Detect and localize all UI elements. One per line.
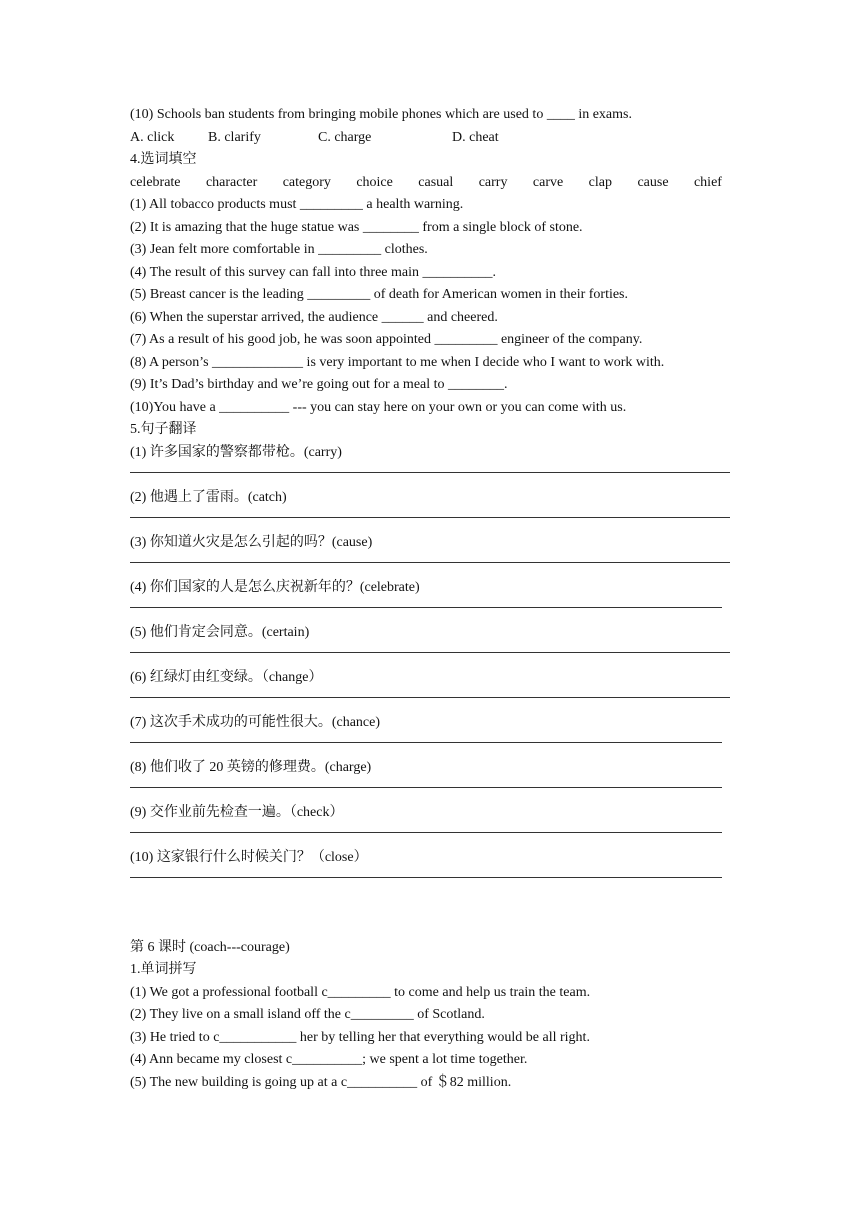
word-bank-item: category <box>282 174 331 190</box>
word-bank-item: carve <box>532 174 564 190</box>
fill-item: (3) Jean felt more comfortable in _________ clothes. <box>130 242 428 257</box>
answer-line[interactable] <box>130 554 730 577</box>
spelling-item: (4) Ann became my closest c__________; we spent a lot time together. <box>130 1052 528 1067</box>
word-bank-item: clap <box>588 174 612 190</box>
fill-item: (6) When the superstar arrived, the audience ______ and cheered. <box>130 309 498 325</box>
translation-prompt: (9) 交作业前先检查一遍。（check） <box>130 804 344 820</box>
option-b: B. clarify <box>208 129 261 145</box>
fill-item: (2) It is amazing that the huge statue was ________ from a single block of stone. <box>130 219 583 235</box>
translation-prompt: (1) 许多国家的警察都带枪。(carry) <box>130 444 342 460</box>
fill-item: (1) All tobacco products must _________ a health warning. <box>130 197 464 212</box>
word-bank-item: cause <box>637 174 669 190</box>
answer-line[interactable] <box>130 509 730 532</box>
spelling-item: (5) The new building is going up at a c__________ of ＄82 million. <box>130 1074 512 1090</box>
translation-prompt: (5) 他们肯定会同意。(certain) <box>130 624 310 640</box>
fill-item: (10)You have a __________ --- you can stay here on your own or you can come with us. <box>130 399 627 415</box>
word-bank <box>130 172 722 195</box>
translation-prompt: (10) 这家银行什么时候关门？（close） <box>130 849 368 865</box>
translation-prompt: (3) 你知道火灾是怎么引起的吗？(cause) <box>130 534 373 550</box>
lesson-6-title: 第 6 课时 (coach---courage) <box>130 939 290 955</box>
word-bank-item: choice <box>356 174 393 190</box>
translation-prompt: (4) 你们国家的人是怎么庆祝新年的？(celebrate) <box>130 579 420 595</box>
translation-prompt: (8) 他们收了 20 英镑的修理费。(charge) <box>130 759 372 775</box>
word-bank-item: celebrate <box>130 174 181 190</box>
question-10-stem: (10) Schools ban students from bringing mobile phones which are used to ____ in exams. <box>130 107 632 122</box>
answer-line[interactable] <box>130 644 730 667</box>
answer-line[interactable] <box>130 779 730 802</box>
word-bank-item: character <box>205 174 258 190</box>
fill-item: (5) Breast cancer is the leading _________ of death for American women in their forties. <box>130 287 629 302</box>
word-bank-item: carry <box>478 174 508 190</box>
fill-item: (9) It’s Dad’s birthday and we’re going out for a meal to ________. <box>130 377 508 392</box>
word-bank-item: chief <box>693 174 722 190</box>
spelling-item: (2) They live on a small island off the c_________ of Scotland. <box>130 1007 485 1022</box>
answer-line[interactable] <box>130 869 730 892</box>
answer-line[interactable] <box>130 734 730 757</box>
fill-item: (4) The result of this survey can fall into three main __________. <box>130 264 496 280</box>
spelling-item: (1) We got a professional football c_________ to come and help us train the team. <box>130 984 591 1000</box>
spelling-item: (3) He tried to c___________ her by telling her that everything would be all right. <box>130 1029 590 1045</box>
answer-line[interactable] <box>130 824 730 847</box>
option-d: D. cheat <box>452 129 499 145</box>
section-5-title: 5.句子翻译 <box>130 422 197 437</box>
option-a: A. click <box>130 129 175 145</box>
translation-prompt: (7) 这次手术成功的可能性很大。(chance) <box>130 714 381 730</box>
answer-line[interactable] <box>130 464 730 487</box>
translation-prompt: (6) 红绿灯由红变绿。（change） <box>130 669 323 685</box>
worksheet-page <box>130 104 730 1094</box>
fill-item: (8) A person’s _____________ is very important to me when I decide who I want to work with. <box>130 354 665 370</box>
option-c: C. charge <box>318 129 372 145</box>
question-10-options <box>130 127 730 150</box>
answer-line[interactable] <box>130 689 730 712</box>
lesson-6-section-1-title: 1.单词拼写 <box>130 962 197 977</box>
spacer <box>130 892 730 937</box>
word-bank-item: casual <box>418 174 454 190</box>
answer-line[interactable] <box>130 599 730 622</box>
translation-prompt: (2) 他遇上了雷雨。(catch) <box>130 489 287 505</box>
section-4-title: 4.选词填空 <box>130 152 197 167</box>
fill-item: (7) As a result of his good job, he was soon appointed _________ engineer of the company. <box>130 332 643 347</box>
